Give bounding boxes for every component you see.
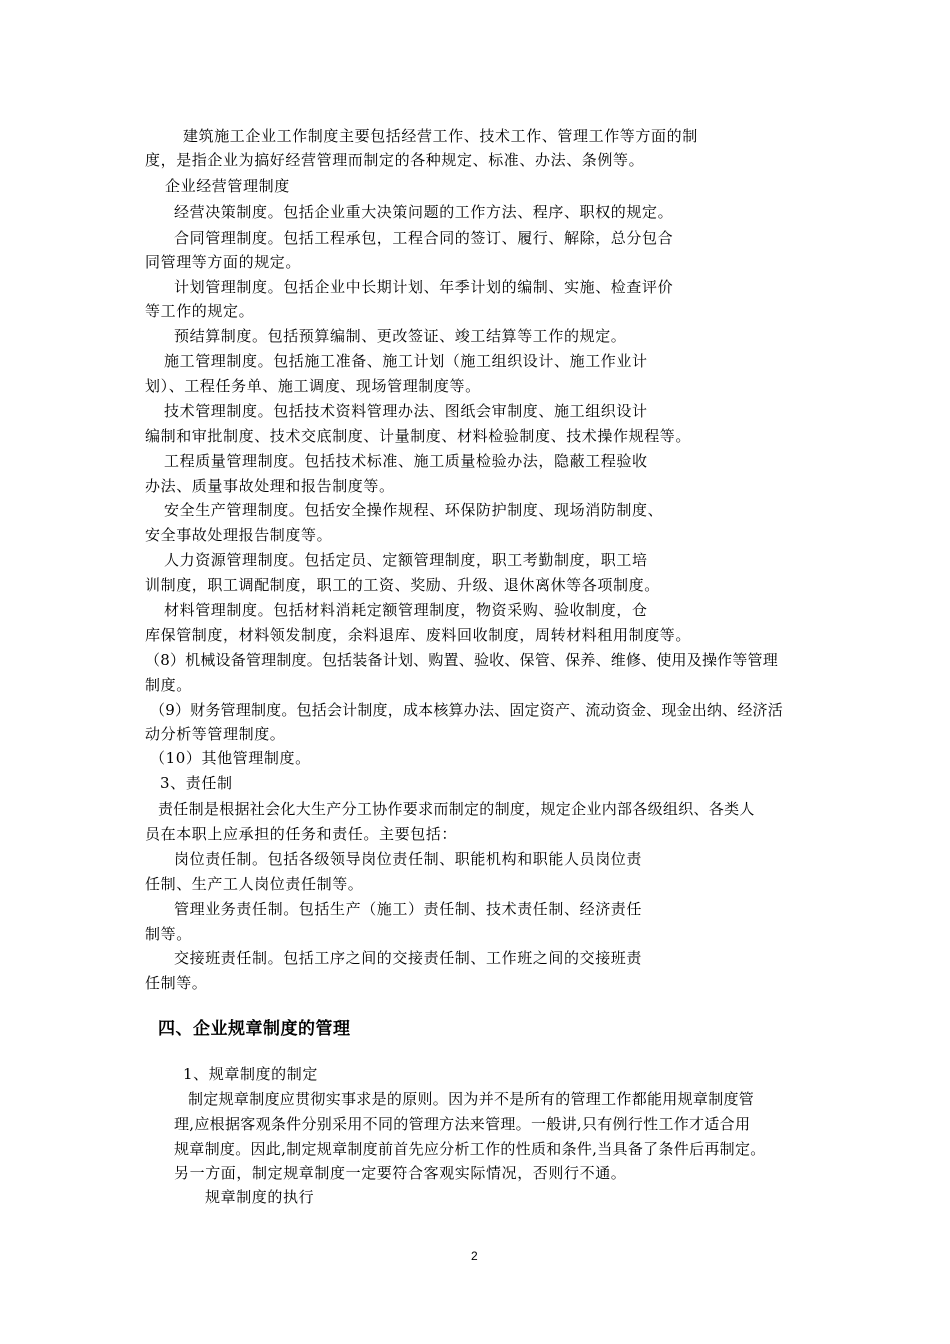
text-line: 材料管理制度。包括材料消耗定额管理制度，物资采购、验收制度，仓 — [164, 601, 648, 619]
text-line: 建筑施工企业工作制度主要包括经营工作、技术工作、管理工作等方面的制 — [183, 127, 698, 145]
text-line: 安全生产管理制度。包括安全操作规程、环保防护制度、现场消防制度、 — [164, 501, 664, 519]
text-line: 安全事故处理报告制度等。 — [145, 526, 333, 544]
text-line: 划）、工程任务单、施工调度、现场管理制度等。 — [145, 377, 481, 395]
text-line: 工程质量管理制度。包括技术标准、施工质量检验办法，隐蔽工程验收 — [164, 452, 648, 470]
page-number: 2 — [471, 1249, 478, 1263]
text-line: 等工作的规定。 — [145, 302, 255, 320]
text-line: 任制等。 — [145, 974, 208, 992]
text-line: 编制和审批制度、技术交底制度、计量制度、材料检验制度、技术操作规程等。 — [145, 427, 692, 445]
text-line: 制等。 — [145, 925, 192, 943]
text-line: 管理业务责任制。包括生产（施工）责任制、技术责任制、经济责任 — [174, 900, 643, 918]
text-line: 合同管理制度。包括工程承包，工程合同的签订、履行、解除，总分包合 — [174, 229, 674, 247]
text-line: 制定规章制度应贯彻实事求是的原则。因为并不是所有的管理工作都能用规章制度管 — [188, 1090, 755, 1108]
section-heading: 四、企业规章制度的管理 — [158, 1019, 351, 1039]
text-line: （9）财务管理制度。包括会计制度，成本核算办法、固定资产、流动资金、现金出纳、经济活 — [150, 701, 783, 719]
text-line: （8）机械设备管理制度。包括装备计划、购置、验收、保管、保养、维修、使用及操作等管理 — [145, 651, 778, 669]
text-line: 经营决策制度。包括企业重大决策问题的工作方法、程序、职权的规定。 — [174, 203, 674, 221]
text-line: 责任制是根据社会化大生产分工协作要求而制定的制度，规定企业内部各级组织、各类人 — [158, 800, 755, 818]
text-line: 预结算制度。包括预算编制、更改签证、竣工结算等工作的规定。 — [174, 327, 627, 345]
text-line: 规章制度。因此,制定规章制度前首先应分析工作的性质和条件,当具备了条件后再制定。 — [174, 1140, 766, 1158]
text-line: 企业经营管理制度 — [165, 177, 290, 195]
text-line: 交接班责任制。包括工序之间的交接责任制、工作班之间的交接班责 — [174, 949, 643, 967]
text-line: 计划管理制度。包括企业中长期计划、年季计划的编制、实施、检查评价 — [174, 278, 674, 296]
text-line: 任制、生产工人岗位责任制等。 — [145, 875, 364, 893]
text-line: 技术管理制度。包括技术资料管理办法、图纸会审制度、施工组织设计 — [164, 402, 648, 420]
text-line: 库保管制度，材料领发制度，余料退库、废料回收制度，周转材料租用制度等。 — [145, 626, 692, 644]
text-line: 理,应根据客观条件分别采用不同的管理方法来管理。一般讲,只有例行性工作才适合用 — [174, 1115, 751, 1133]
text-line: 制度。 — [145, 676, 192, 694]
text-line: 动分析等管理制度。 — [145, 725, 286, 743]
text-line: 岗位责任制。包括各级领导岗位责任制、职能机构和职能人员岗位责 — [174, 850, 643, 868]
text-line: 同管理等方面的规定。 — [145, 253, 302, 271]
text-line: 人力资源管理制度。包括定员、定额管理制度，职工考勤制度，职工培 — [164, 551, 648, 569]
text-line: 训制度，职工调配制度，职工的工资、奖励、升级、退休离休等各项制度。 — [145, 576, 660, 594]
text-line: 办法、质量事故处理和报告制度等。 — [145, 477, 395, 495]
text-line: 施工管理制度。包括施工准备、施工计划（施工组织设计、施工作业计 — [164, 352, 648, 370]
text-line: 员在本职上应承担的任务和责任。主要包括： — [145, 825, 458, 843]
text-line: 另一方面，制定规章制度一定要符合客观实际情况，否则行不通。 — [174, 1164, 627, 1182]
text-line: （10）其他管理制度。 — [150, 749, 311, 767]
text-line: 度，是指企业为搞好经营管理而制定的各种规定、标准、办法、条例等。 — [145, 151, 645, 169]
text-line: 规章制度的执行 — [205, 1188, 315, 1206]
text-line: 1、规章制度的制定 — [183, 1065, 318, 1083]
text-line: 3、责任制 — [160, 774, 233, 792]
